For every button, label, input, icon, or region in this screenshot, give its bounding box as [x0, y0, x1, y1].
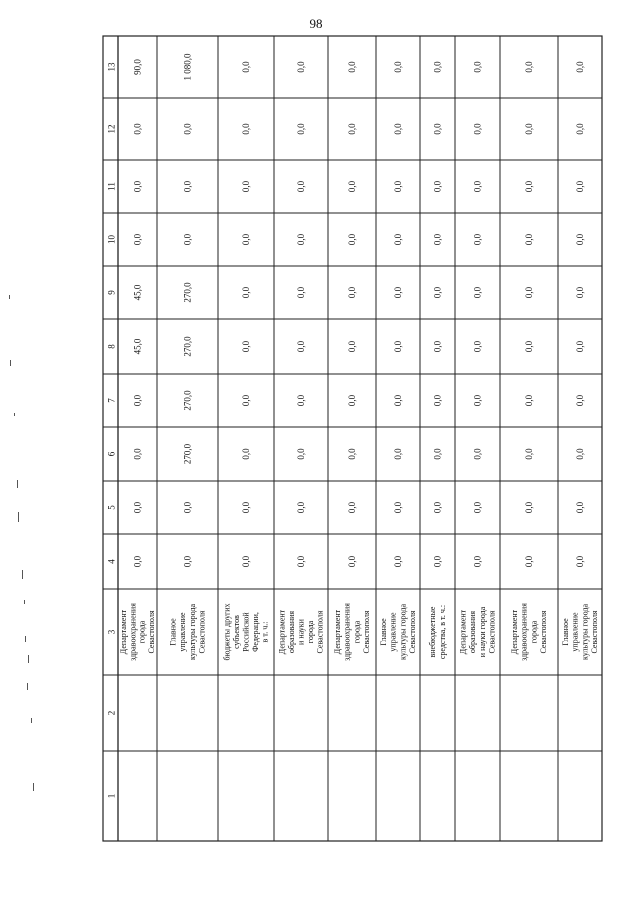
table-cell-value: 0,0	[393, 394, 403, 407]
table-cell-value: 0,0	[347, 340, 357, 353]
table-cell-name: Департамент	[119, 609, 129, 655]
table-cell-value: 0,0	[182, 501, 193, 514]
table-cell-value: 0,0	[575, 233, 585, 246]
scan-artifact	[33, 783, 34, 791]
table-cell-value: 0,0	[472, 286, 483, 299]
table-cell-value: 0,0	[432, 123, 443, 135]
table-cell-value: 0,0	[347, 555, 357, 568]
table-cell-value: 0,0	[296, 286, 306, 299]
table-frame	[103, 36, 602, 841]
table-cell-name: образования	[286, 610, 296, 654]
table-cell-value: 0,0	[575, 555, 585, 568]
table-cell-value: 0,0	[347, 286, 357, 299]
table-cell-value: 0,0	[132, 555, 143, 568]
table-cell-value: 0,0	[241, 233, 251, 246]
table-cell-value: 0,0	[296, 61, 306, 73]
table-cell-value: 0,0	[347, 394, 357, 407]
table-cell-name: и науки	[296, 619, 306, 645]
table-cell-name: образования	[468, 610, 478, 654]
table-cell-value: 0,0	[524, 340, 534, 353]
table-cell-name: культуры города	[398, 604, 408, 660]
table-cell-value: 0,0	[132, 233, 143, 246]
table-cell-value: 0,0	[575, 123, 585, 135]
scan-artifact	[25, 636, 26, 642]
scan-artifact	[14, 413, 15, 416]
table-cell-value: 0,0	[241, 448, 251, 460]
table-cell-name: внебюджетные	[428, 606, 438, 658]
table-cell-value: 0,0	[347, 501, 357, 514]
scan-artifact	[22, 570, 23, 579]
table-cell-value: 0,0	[432, 394, 443, 407]
table-cell-name: здравоохранения	[128, 603, 138, 661]
column-header: 2	[106, 710, 117, 716]
table-cell-value: 0,0	[393, 340, 403, 353]
table-cell-name: Главное	[168, 618, 178, 646]
table-cell-value: 270,0	[182, 336, 193, 357]
column-header: 11	[106, 182, 117, 191]
table-cell-value: 90,0	[132, 59, 143, 75]
table-cell-value: 0,0	[241, 61, 251, 73]
table-cell-value: 0,0	[524, 555, 534, 568]
table-cell-value: 0,0	[432, 233, 443, 246]
table-cell-value: 0,0	[524, 448, 534, 460]
table-cell-name: управление	[388, 612, 398, 652]
table-cell-name: Департамент	[277, 609, 287, 655]
table-cell-value: 0,0	[393, 448, 403, 460]
table-cell-value: 0,0	[432, 448, 443, 460]
table-cell-value: 0,0	[524, 61, 534, 73]
table-cell-value: 0,0	[472, 394, 483, 407]
table-cell-value: 0,0	[347, 180, 357, 193]
table-cell-name: города	[529, 620, 539, 644]
table-cell-name: управление	[178, 612, 188, 652]
table-cell-name: Главное	[561, 618, 571, 646]
table-cell-name: Севастополя	[197, 610, 207, 654]
table-cell-value: 0,0	[132, 501, 143, 514]
page-number: 98	[309, 16, 323, 31]
scan-artifact	[27, 683, 28, 690]
table-cell-value: 0,0	[432, 180, 443, 193]
table-cell-value: 0,0	[132, 394, 143, 407]
table-cell-value: 270,0	[182, 282, 193, 303]
table-cell-value: 0,0	[472, 123, 483, 135]
table-cell-value: 0,0	[241, 286, 251, 299]
table-cell-value: 0,0	[393, 180, 403, 193]
table-cell-value: 0,0	[347, 61, 357, 73]
scan-artifact	[28, 655, 29, 663]
table-cell-value: 0,0	[575, 340, 585, 353]
table-cell-value: 0,0	[241, 555, 251, 568]
table-cell-value: 0,0	[472, 501, 483, 514]
table-cell-name: Севастополя	[315, 610, 325, 654]
table-cell-value: 0,0	[347, 233, 357, 246]
table-cell-value: 0,0	[472, 180, 483, 193]
table-cell-value: 0,0	[296, 555, 306, 568]
table-cell-value: 0,0	[575, 286, 585, 299]
table-cell-name: Российской	[241, 612, 251, 652]
table-cell-value: 0,0	[132, 123, 143, 135]
table-cell-value: 0,0	[575, 180, 585, 193]
table-cell-value: 0,0	[472, 233, 483, 246]
table-cell-name: субъектов	[231, 615, 241, 649]
table-cell-name: Севастополя	[407, 610, 417, 654]
table-cell-value: 0,0	[393, 61, 403, 73]
table-cell-value: 0,0	[432, 286, 443, 299]
table-cell-value: 0,0	[472, 61, 483, 73]
table-cell-name: города	[352, 620, 362, 644]
column-header: 8	[106, 344, 117, 349]
table-cell-name: управление	[570, 612, 580, 652]
table-cell-value: 0,0	[524, 394, 534, 407]
table-cell-name: средства, в т. ч.:	[437, 604, 447, 660]
table-cell-value: 0,0	[524, 180, 534, 193]
table-cell-name: Департамент	[458, 609, 468, 655]
column-header: 6	[106, 451, 117, 457]
table-cell-value: 0,0	[241, 340, 251, 353]
column-header: 5	[106, 505, 117, 510]
table-cell-name: Севастополя	[589, 610, 599, 654]
table-cell-value: 0,0	[575, 501, 585, 514]
table-cell-value: 0,0	[472, 448, 483, 460]
table-cell-value: 0,0	[132, 448, 143, 460]
table-cell-value: 0,0	[241, 501, 251, 514]
table-cell-value: 0,0	[241, 123, 251, 135]
table-cell-name: культуры города	[187, 604, 197, 660]
table-cell-value: 0,0	[296, 180, 306, 193]
table-cell-value: 270,0	[182, 390, 193, 411]
column-header: 1	[106, 793, 117, 799]
column-header: 3	[106, 629, 117, 635]
table-cell-name: бюджеты других	[222, 603, 232, 661]
table-cell-value: 0,0	[432, 555, 443, 568]
table-cell-name: Севастополя	[146, 610, 156, 654]
table-cell-value: 0,0	[393, 233, 403, 246]
table-cell-value: 0,0	[296, 123, 306, 135]
table-cell-value: 0,0	[241, 180, 251, 193]
table-cell-name: города	[306, 620, 316, 644]
scan-artifact	[17, 480, 18, 488]
table-cell-value: 0,0	[296, 394, 306, 407]
table-cell-value: 0,0	[182, 123, 193, 135]
table-cell-value: 0,0	[432, 61, 443, 73]
table-cell-name: культуры города	[580, 604, 590, 660]
table-cell-value: 0,0	[132, 180, 143, 193]
table-cell-value: 0,0	[182, 233, 193, 246]
table-cell-value: 0,0	[524, 286, 534, 299]
table-cell-value: 0,0	[347, 448, 357, 460]
table-cell-value: 0,0	[347, 123, 357, 135]
table-cell-value: 0,0	[182, 555, 193, 568]
table-cell-name: и науки города	[477, 606, 487, 658]
table-cell-name: Главное	[379, 618, 389, 646]
table-cell-name: Севастополя	[538, 610, 548, 654]
table-cell-name: города	[137, 620, 147, 644]
table-cell-value: 0,0	[575, 61, 585, 73]
column-header: 9	[106, 290, 117, 295]
table-cell-name: Федерации,	[251, 612, 261, 652]
column-header: 7	[106, 398, 117, 403]
scan-artifact	[18, 512, 19, 522]
table-cell-value: 0,0	[393, 555, 403, 568]
table-cell-value: 0,0	[575, 394, 585, 407]
table-cell-value: 0,0	[524, 501, 534, 514]
table-cell-value: 45,0	[132, 338, 143, 355]
table-cell-name: здравоохранения	[519, 603, 529, 661]
table-cell-value: 0,0	[472, 555, 483, 568]
table-cell-value: 45,0	[132, 284, 143, 301]
scan-artifact	[9, 295, 10, 299]
table-cell-name: Департамент	[333, 609, 343, 655]
table-cell-value: 0,0	[296, 340, 306, 353]
table-cell-value: 1 080,0	[182, 53, 193, 81]
table-cell-value: 0,0	[393, 501, 403, 514]
table-cell-value: 0,0	[296, 233, 306, 246]
scan-artifact	[10, 360, 11, 366]
table-cell-value: 0,0	[432, 501, 443, 514]
table-cell-value: 0,0	[524, 123, 534, 135]
table-cell-name: Севастополя	[487, 610, 497, 654]
column-header: 10	[106, 235, 117, 244]
table-cell-name: в т. ч.:	[260, 621, 270, 643]
table-cell-value: 0,0	[241, 394, 251, 407]
table-cell-value: 0,0	[432, 340, 443, 353]
table-cell-value: 0,0	[524, 233, 534, 246]
column-header: 13	[106, 62, 117, 72]
table-cell-value: 270,0	[182, 443, 193, 465]
scan-artifact	[24, 600, 25, 604]
table-cell-value: 0,0	[393, 123, 403, 135]
table-cell-name: Департамент	[510, 609, 520, 655]
scan-artifact	[31, 718, 32, 723]
table-cell-value: 0,0	[575, 448, 585, 460]
column-header: 4	[106, 559, 117, 564]
table-cell-value: 0,0	[472, 340, 483, 353]
table-cell-name: здравоохранения	[342, 603, 352, 661]
table-cell-name: Севастополя	[361, 610, 371, 654]
table-cell-value: 0,0	[182, 180, 193, 193]
table-cell-value: 0,0	[296, 448, 306, 460]
column-header: 12	[106, 124, 117, 134]
table-cell-value: 0,0	[296, 501, 306, 514]
table-cell-value: 0,0	[393, 286, 403, 299]
